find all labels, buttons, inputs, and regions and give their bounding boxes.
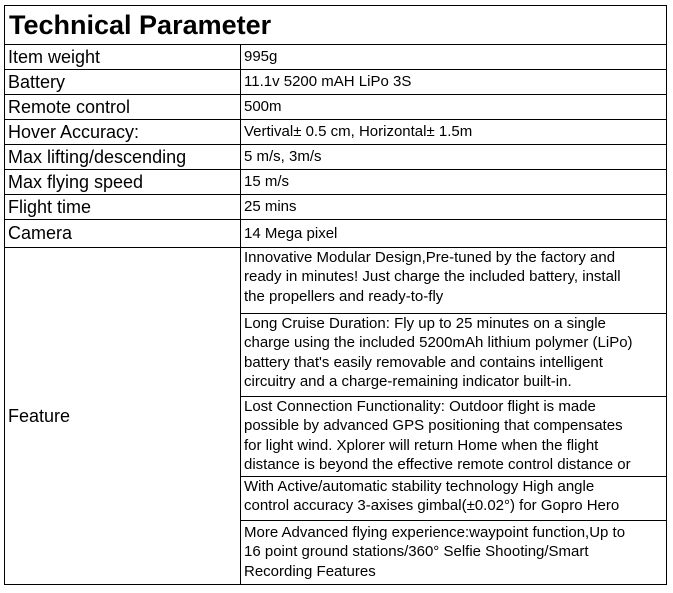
spec-value: 14 Mega pixel [244, 225, 338, 242]
spec-label: Max flying speed [5, 170, 241, 194]
spec-label: Hover Accuracy: [5, 120, 241, 144]
spec-label: Flight time [5, 195, 241, 219]
spec-label: Max lifting/descending [5, 145, 241, 169]
spec-row-hover-accuracy [5, 120, 666, 145]
spec-row-item-weight [5, 45, 666, 70]
spec-row-battery [5, 70, 666, 95]
spec-row-flight-time [5, 195, 666, 220]
spec-label: Item weight [5, 45, 241, 69]
spec-value: 11.1v 5200 mAH LiPo 3S [244, 73, 412, 90]
feature-label-cell [5, 248, 241, 584]
spec-value: 500m [244, 98, 282, 115]
feature-item-modular-design: Innovative Modular Design,Pre-tuned by the factory and ready in minutes! Just charge the included battery, install the propellers and ready-to-fly [241, 248, 666, 314]
spec-row-remote-control [5, 95, 666, 120]
spec-value: 5 m/s, 3m/s [244, 148, 322, 165]
spec-table [4, 5, 667, 585]
feature-item-lost-connection: Lost Connection Functionality: Outdoor flight is made possible by advanced GPS positioning that compensates for light wind. Xplorer will return Home when the flight distance is beyond the effective remote control distance or [241, 397, 666, 477]
spec-row-max-lifting [5, 145, 666, 170]
table-title: Technical Parameter [5, 6, 666, 45]
spec-label: Remote control [5, 95, 241, 119]
spec-value: 995g [244, 48, 278, 65]
spec-label: Camera [5, 220, 241, 247]
feature-section [5, 248, 666, 584]
spec-value: 15 m/s [244, 173, 290, 190]
spec-row-max-flying-speed [5, 170, 666, 195]
feature-label: Feature [8, 406, 71, 426]
spec-value: 25 mins [244, 198, 297, 215]
feature-item-stability: With Active/automatic stability technology High angle control accuracy 3-axises gimbal(±0.02°) for Gopro Hero [241, 477, 666, 521]
spec-value: Vertival± 0.5 cm, Horizontal± 1.5m [244, 123, 473, 140]
spec-row-camera [5, 220, 666, 248]
spec-label: Battery [5, 70, 241, 94]
feature-item-cruise-duration: Long Cruise Duration: Fly up to 25 minutes on a single charge using the included 5200mAh lithium polymer (LiPo) battery that's easily removable and contains intelligent circuitry and a charge-remaining indicator built-in. [241, 314, 666, 397]
feature-item-advanced-flying: More Advanced flying experience:waypoint function,Up to 16 point ground stations/360° Selfie Shooting/Smart Recording Features [244, 524, 626, 580]
